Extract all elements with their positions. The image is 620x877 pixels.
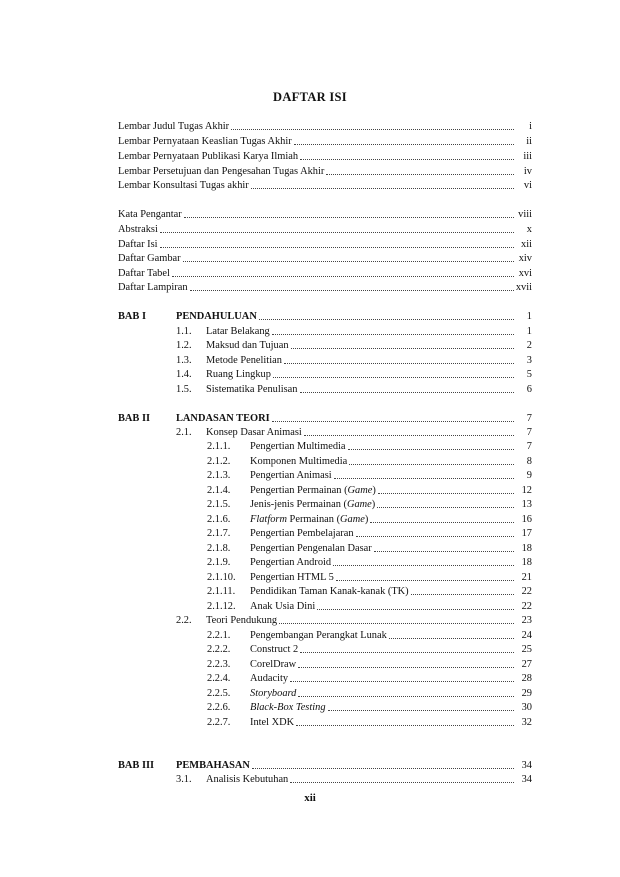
section-number: 1.4. [176, 369, 192, 380]
subsection-entry[interactable] [207, 672, 532, 686]
subsection-entry[interactable] [207, 600, 532, 614]
toc-entry[interactable] [118, 281, 532, 295]
subsection-number: 2.2.2. [207, 644, 231, 655]
entry-title: Lembar Persetujuan dan Pengesahan Tugas Akhir [118, 166, 325, 177]
subsection-title: Pendidikan Taman Kanak-kanak (TK) [250, 586, 409, 597]
subsection-entry[interactable] [207, 455, 532, 469]
section-number: 1.2. [176, 340, 192, 351]
dot-leader [349, 455, 514, 465]
dot-leader [251, 179, 514, 189]
dot-leader [190, 281, 514, 291]
subsection-title: Pengembangan Perangkat Lunak [250, 630, 387, 641]
subsection-number: 2.1.1. [207, 441, 231, 452]
entry-title: Lembar Pernyataan Publikasi Karya Ilmiah [118, 151, 299, 162]
dot-leader [160, 238, 514, 248]
entry-title: Lembar Pernyataan Keaslian Tugas Akhir [118, 136, 292, 147]
chapter-entry[interactable] [118, 412, 532, 426]
entry-page: i [529, 121, 532, 132]
subsection-title: Flatform Permainan (Game) [250, 514, 369, 525]
subsection-title: Construct 2 [250, 644, 299, 655]
section-entry[interactable] [176, 773, 532, 787]
subsection-entry[interactable] [207, 498, 532, 512]
subsection-title: Black-Box Testing [250, 702, 326, 713]
subsection-entry[interactable] [207, 585, 532, 599]
subsection-entry[interactable] [207, 513, 532, 527]
entry-page: 22 [521, 601, 532, 612]
subsection-title: Audacity [250, 673, 289, 684]
page-number-footer: xii [304, 792, 316, 804]
entry-page: 24 [521, 630, 532, 641]
dot-leader [279, 614, 514, 624]
chapter-title: PENDAHULUAN [176, 311, 257, 322]
subsection-number: 2.2.3. [207, 659, 231, 670]
subsection-title: Pengertian Android [250, 557, 332, 568]
subsection-entry[interactable] [207, 571, 532, 585]
subsection-title: Anak Usia Dini [250, 601, 316, 612]
entry-page: 30 [521, 702, 532, 713]
entry-page: 23 [521, 615, 532, 626]
entry-page: xiv [518, 253, 532, 264]
dot-leader [326, 165, 514, 175]
toc-entry[interactable] [118, 267, 532, 281]
entry-page: 21 [521, 572, 532, 583]
dot-leader [290, 773, 514, 783]
subsection-entry[interactable] [207, 658, 532, 672]
dot-leader [328, 701, 514, 711]
section-entry[interactable] [176, 325, 532, 339]
entry-page: 18 [521, 543, 532, 554]
subsection-number: 2.2.5. [207, 688, 231, 699]
subsection-title: Intel XDK [250, 717, 295, 728]
section-entry[interactable] [176, 614, 532, 628]
subsection-number: 2.1.11. [207, 586, 236, 597]
subsection-entry[interactable] [207, 484, 532, 498]
subsection-entry[interactable] [207, 556, 532, 570]
entry-page: xvii [515, 282, 532, 293]
entry-page: 12 [521, 485, 532, 496]
dot-leader [231, 120, 514, 130]
subsection-entry[interactable] [207, 542, 532, 556]
entry-page: 9 [526, 470, 532, 481]
entry-page: 1 [526, 326, 532, 337]
entry-page: 18 [521, 557, 532, 568]
entry-page: 5 [526, 369, 532, 380]
entry-page: 2 [526, 340, 532, 351]
dot-leader [298, 687, 514, 697]
dot-leader [259, 310, 514, 320]
section-title: Maksud dan Tujuan [206, 340, 289, 351]
toc-entry[interactable] [118, 223, 532, 237]
chapter-label: BAB III [118, 760, 155, 771]
subsection-entry[interactable] [207, 643, 532, 657]
section-entry[interactable] [176, 426, 532, 440]
dot-leader [172, 267, 514, 277]
dot-leader [273, 368, 514, 378]
section-number: 1.3. [176, 355, 192, 366]
dot-leader [300, 383, 515, 393]
entry-page: vi [523, 180, 532, 191]
entry-page: xvi [518, 268, 532, 279]
entry-title: Daftar Tabel [118, 268, 170, 279]
dot-leader [300, 150, 514, 160]
entry-page: 28 [521, 673, 532, 684]
entry-page: 29 [521, 688, 532, 699]
section-entry[interactable] [176, 339, 532, 353]
entry-page: 27 [521, 659, 532, 670]
entry-page: 22 [521, 586, 532, 597]
subsection-number: 2.1.5. [207, 499, 231, 510]
chapter-entry[interactable] [118, 310, 532, 324]
section-title: Latar Belakang [206, 326, 270, 337]
section-entry[interactable] [176, 368, 532, 382]
subsection-number: 2.1.12. [207, 601, 236, 612]
section-title: Konsep Dasar Animasi [206, 427, 302, 438]
section-number: 1.5. [176, 384, 192, 395]
subsection-entry[interactable] [207, 629, 532, 643]
subsection-entry[interactable] [207, 527, 532, 541]
subsection-title: Pengertian Pengenalan Dasar [250, 543, 372, 554]
dot-leader [370, 513, 514, 523]
subsection-title: Pengertian Animasi [250, 470, 332, 481]
dot-leader [298, 658, 514, 668]
entry-page: xii [521, 239, 532, 250]
subsection-number: 2.1.3. [207, 470, 231, 481]
subsection-number: 2.1.10. [207, 572, 236, 583]
entry-page: 7 [526, 427, 532, 438]
entry-title: Daftar Isi [118, 239, 158, 250]
section-entry[interactable] [176, 383, 532, 397]
entry-title: Kata Pengantar [118, 209, 182, 220]
entry-page: 16 [521, 514, 532, 525]
entry-title: Daftar Gambar [118, 253, 181, 264]
entry-page: 8 [526, 456, 532, 467]
dot-leader [184, 208, 514, 218]
chapter-title: LANDASAN TEORI [176, 413, 270, 424]
dot-leader [348, 440, 514, 450]
dot-leader [304, 426, 514, 436]
dot-leader [374, 542, 514, 552]
subsection-entry[interactable] [207, 716, 532, 730]
dot-leader [252, 759, 514, 769]
section-title: Ruang Lingkup [206, 369, 271, 380]
entry-page: viii [518, 209, 532, 220]
entry-page: ii [526, 136, 532, 147]
entry-page: 34 [521, 774, 532, 785]
subsection-title: Storyboard [250, 688, 297, 699]
subsection-title: Pengertian Multimedia [250, 441, 346, 452]
entry-title: Daftar Lampiran [118, 282, 188, 293]
subsection-number: 2.1.2. [207, 456, 231, 467]
entry-page: x [526, 224, 532, 235]
subsection-number: 2.2.4. [207, 673, 231, 684]
chapter-label: BAB II [118, 413, 151, 424]
subsection-entry[interactable] [207, 469, 532, 483]
subsection-number: 2.2.1. [207, 630, 231, 641]
entry-page: 32 [521, 717, 532, 728]
section-number: 2.2. [176, 615, 192, 626]
chapter-title: PEMBAHASAN [176, 760, 250, 771]
subsection-title: Komponen Multimedia [250, 456, 348, 467]
entry-page: 17 [521, 528, 532, 539]
entry-page: 1 [526, 311, 532, 322]
subsection-number: 2.1.7. [207, 528, 231, 539]
chapter-label: BAB I [118, 311, 147, 322]
section-number: 2.1. [176, 427, 192, 438]
dot-leader [284, 354, 514, 364]
subsection-number: 2.1.4. [207, 485, 231, 496]
section-title: Sistematika Penulisan [206, 384, 298, 395]
subsection-entry[interactable] [207, 687, 532, 701]
entry-title: Lembar Judul Tugas Akhir [118, 121, 230, 132]
dot-leader [334, 469, 514, 479]
entry-page: iii [523, 151, 532, 162]
toc-entry[interactable] [118, 165, 532, 179]
toc-entry[interactable] [118, 150, 532, 164]
toc-entry[interactable] [118, 208, 532, 222]
toc-entry[interactable] [118, 120, 532, 134]
subsection-entry[interactable] [207, 701, 532, 715]
dot-leader [333, 556, 514, 566]
dot-leader [290, 672, 514, 682]
entry-title: Abstraksi [118, 224, 158, 235]
dot-leader [377, 498, 514, 508]
subsection-title: CorelDraw [250, 659, 297, 670]
entry-page: 34 [521, 760, 532, 771]
entry-page: 25 [521, 644, 532, 655]
dot-leader [317, 600, 514, 610]
subsection-number: 2.1.6. [207, 514, 231, 525]
entry-page: iv [523, 166, 532, 177]
entry-title: Lembar Konsultasi Tugas akhir [118, 180, 249, 191]
dot-leader [183, 252, 514, 262]
entry-page: 6 [526, 384, 532, 395]
subsection-number: 2.2.6. [207, 702, 231, 713]
section-entry[interactable] [176, 354, 532, 368]
section-title: Analisis Kebutuhan [206, 774, 289, 785]
dot-leader [291, 339, 514, 349]
dot-leader [356, 527, 514, 537]
toc-entry[interactable] [118, 135, 532, 149]
entry-page: 7 [526, 413, 532, 424]
dot-leader [272, 412, 514, 422]
section-title: Metode Penelitian [206, 355, 282, 366]
entry-page: 13 [521, 499, 532, 510]
dot-leader [411, 585, 514, 595]
dot-leader [378, 484, 514, 494]
section-number: 1.1. [176, 326, 192, 337]
subsection-title: Pengertian HTML 5 [250, 572, 334, 583]
subsection-title: Pengertian Pembelajaran [250, 528, 354, 539]
entry-page: 3 [526, 355, 532, 366]
subsection-title: Pengertian Permainan (Game) [250, 485, 376, 496]
subsection-number: 2.1.8. [207, 543, 231, 554]
entry-page: 7 [526, 441, 532, 452]
dot-leader [160, 223, 514, 233]
page-title: DAFTAR ISI [273, 90, 347, 104]
dot-leader [272, 325, 514, 335]
dot-leader [389, 629, 514, 639]
toc-entry[interactable] [118, 179, 532, 193]
section-number: 3.1. [176, 774, 192, 785]
toc-entry[interactable] [118, 252, 532, 266]
dot-leader [296, 716, 514, 726]
subsection-number: 2.2.7. [207, 717, 231, 728]
toc-entry[interactable] [118, 238, 532, 252]
dot-leader [300, 643, 514, 653]
subsection-number: 2.1.9. [207, 557, 231, 568]
subsection-title: Jenis-jenis Permainan (Game) [250, 499, 376, 510]
dot-leader [294, 135, 514, 145]
chapter-entry[interactable] [118, 759, 532, 773]
dot-leader [336, 571, 514, 581]
subsection-entry[interactable] [207, 440, 532, 454]
section-title: Teori Pendukung [206, 615, 278, 626]
